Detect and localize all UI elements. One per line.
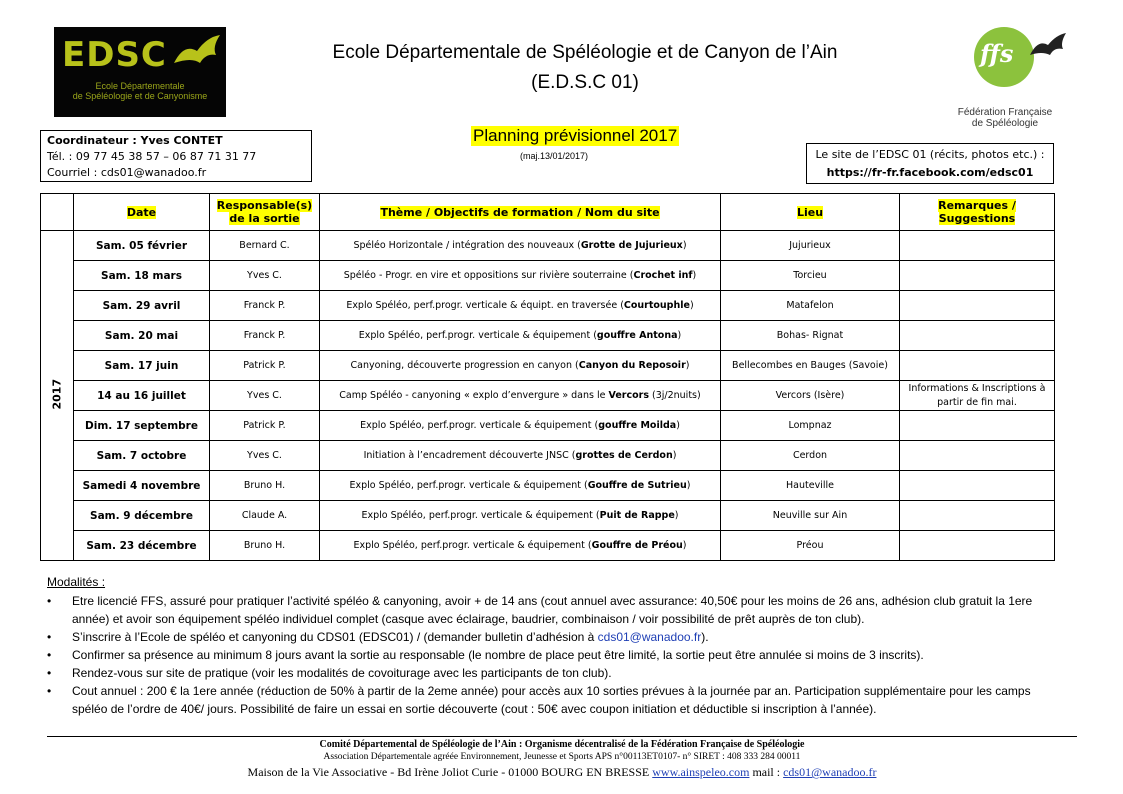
theme-cell: Spéléo - Progr. en vire et oppositions sur rivière souterraine (Crochet inf): [320, 261, 721, 291]
table-row: [41, 381, 1055, 411]
theme-cell: Camp Spéléo - canyoning « explo d’envergure » dans le Vercors (3j/2nuits): [320, 381, 721, 411]
site-name: Crochet inf: [633, 270, 693, 281]
header-date: Date: [74, 194, 210, 231]
list-item: • Rendez-vous sur site de pratique (voir les modalités de covoiturage avec les participants de ton club).: [47, 666, 612, 680]
theme-cell: Initiation à l’encadrement découverte JNSC (grottes de Cerdon): [320, 441, 721, 471]
theme-cell: Explo Spéléo, perf.progr. verticale & équipt. en traversée (Courtouphle): [320, 291, 721, 321]
list-item: • S’inscrire à l’Ecole de spéléo et canyoning du CDS01 (EDSC01) / (demander bulletin d’adhésion à cds01@wanadoo.fr).: [47, 630, 709, 644]
page-title: Ecole Départementale de Spéléologie et de Canyon de l’Ain: [332, 42, 838, 63]
table-row: [41, 471, 1055, 501]
lieu-cell: Préou: [721, 531, 900, 561]
header-responsable: Responsable(s) de la sortie: [210, 194, 320, 231]
lieu-cell: Neuville sur Ain: [721, 501, 900, 531]
table-row: [41, 261, 1055, 291]
update-date: (maj.13/01/2017): [520, 151, 589, 161]
date-cell: Sam. 05 février: [74, 231, 210, 261]
responsable-cell: Claude A.: [210, 501, 320, 531]
lieu-cell: Bohas- Rignat: [721, 321, 900, 351]
ffs-logo: [940, 27, 1070, 131]
edsc-logo-text: EDSC: [62, 35, 167, 75]
ffs-logo-mark: ffs: [980, 39, 1014, 68]
date-cell: Sam. 18 mars: [74, 261, 210, 291]
table-row: [41, 411, 1055, 441]
theme-cell: Explo Spéléo, perf.progr. verticale & équipement (Gouffre de Préou): [320, 531, 721, 561]
lieu-cell: Lompnaz: [721, 411, 900, 441]
date-cell: 14 au 16 juillet: [74, 381, 210, 411]
theme-cell: Spéléo Horizontale / intégration des nouveaux (Grotte de Jujurieux): [320, 231, 721, 261]
remarques-cell: [900, 441, 1055, 471]
remarques-cell: [900, 471, 1055, 501]
list-item: • Cout annuel : 200 € la 1ere année (réduction de 50% à partir de la 2eme année) pour accès aux 10 sorties prévues à la journée par an. Participation supplémentaire pour les camps spéléo de l’ordre de 40€/ jours. Possibilité de faire un essai en sortie découverte (cout : 50€ avec coupon initiation et déductible si inscription à l’année).: [47, 684, 1031, 716]
remarques-cell: [900, 261, 1055, 291]
remarques-cell: [900, 231, 1055, 261]
header-remarques: Remarques / Suggestions: [900, 194, 1055, 231]
lieu-cell: Matafelon: [721, 291, 900, 321]
email-link[interactable]: cds01@wanadoo.fr: [597, 630, 702, 644]
theme-cell: Explo Spéléo, perf.progr. verticale & équipement (gouffre Antona): [320, 321, 721, 351]
site-name: Puit de Rappe: [599, 510, 675, 521]
responsable-cell: Bruno H.: [210, 471, 320, 501]
lieu-cell: Bellecombes en Bauges (Savoie): [721, 351, 900, 381]
responsable-cell: Franck P.: [210, 321, 320, 351]
date-cell: Sam. 17 juin: [74, 351, 210, 381]
theme-cell: Explo Spéléo, perf.progr. verticale & équipement (gouffre Moilda): [320, 411, 721, 441]
site-name: Canyon du Reposoir: [578, 360, 686, 371]
date-cell: Dim. 17 septembre: [74, 411, 210, 441]
website-link[interactable]: www.ainspeleo.com: [652, 765, 750, 779]
site-name: Gouffre de Préou: [591, 540, 683, 551]
remarques-cell: [900, 291, 1055, 321]
remarques-cell: [900, 321, 1055, 351]
responsable-cell: Patrick P.: [210, 351, 320, 381]
responsable-cell: Yves C.: [210, 441, 320, 471]
email-link[interactable]: cds01@wanadoo.fr: [783, 765, 877, 779]
site-name: Courtouphle: [623, 300, 690, 311]
table-row: [41, 231, 1055, 261]
remarques-cell: [900, 531, 1055, 561]
theme-cell: Canyoning, découverte progression en canyon (Canyon du Reposoir): [320, 351, 721, 381]
website-label: Le site de l’EDSC 01 (récits, photos etc.) :: [815, 148, 1045, 161]
page-subtitle: (E.D.S.C 01): [531, 72, 639, 93]
table-row: [41, 531, 1055, 561]
table-row: [41, 501, 1055, 531]
site-name: gouffre Moilda: [598, 420, 677, 431]
list-item: • Confirmer sa présence au minimum 8 jours avant la sortie au responsable (le nombre de place peut être limité, la sortie peut être annulée si moins de 3 inscrits).: [47, 648, 924, 662]
responsable-cell: Patrick P.: [210, 411, 320, 441]
website-box: [806, 143, 1054, 184]
coordinator-box: [40, 130, 312, 182]
bat-icon: [172, 33, 222, 73]
header-lieu: Lieu: [721, 194, 900, 231]
site-name: grottes de Cerdon: [575, 450, 673, 461]
lieu-cell: Cerdon: [721, 441, 900, 471]
ffs-logo-line2: de Spéléologie: [971, 118, 1039, 129]
header-theme: Thème / Objectifs de formation / Nom du site: [320, 194, 721, 231]
planning-title: Planning prévisionnel 2017: [473, 126, 678, 145]
year-label: 2017: [50, 378, 64, 410]
lieu-cell: Hauteville: [721, 471, 900, 501]
footer-line2: Association Départementale agréée Environnement, Jeunesse et Sports APS n°00113ET0107- n° SIRET : 408 333 284 00011: [323, 752, 801, 762]
responsable-cell: Yves C.: [210, 381, 320, 411]
site-name: gouffre Antona: [596, 330, 678, 341]
site-name: Vercors: [608, 390, 649, 401]
footer-divider: [47, 736, 1077, 737]
edsc-logo-sub1: Ecole Départementale: [95, 81, 185, 91]
table-row: [41, 441, 1055, 471]
site-name: Gouffre de Sutrieu: [587, 480, 687, 491]
bat-icon: [1028, 33, 1068, 61]
date-cell: Sam. 23 décembre: [74, 531, 210, 561]
responsable-cell: Bernard C.: [210, 231, 320, 261]
theme-cell: Explo Spéléo, perf.progr. verticale & équipement (Puit de Rappe): [320, 501, 721, 531]
remarques-cell: [900, 411, 1055, 441]
remarques-cell: Informations & Inscriptions à partir de fin mai.: [900, 381, 1055, 411]
footer-line1: Comité Départemental de Spéléologie de l’Ain : Organisme décentralisé de la Fédération Française de Spéléologie: [319, 739, 805, 750]
responsable-cell: Yves C.: [210, 261, 320, 291]
table-row: [41, 291, 1055, 321]
site-name: Grotte de Jujurieux: [580, 240, 683, 251]
date-cell: Samedi 4 novembre: [74, 471, 210, 501]
theme-cell: Explo Spéléo, perf.progr. verticale & équipement (Gouffre de Sutrieu): [320, 471, 721, 501]
lieu-cell: Jujurieux: [721, 231, 900, 261]
ffs-logo-line1: Fédération Française: [957, 107, 1053, 118]
remarques-cell: [900, 501, 1055, 531]
responsable-cell: Bruno H.: [210, 531, 320, 561]
coordinator-email: Courriel : cds01@wanadoo.fr: [47, 166, 207, 179]
responsable-cell: Franck P.: [210, 291, 320, 321]
coordinator-phone: Tél. : 09 77 45 38 57 – 06 87 71 31 77: [47, 150, 257, 163]
website-url[interactable]: https://fr-fr.facebook.com/edsc01: [826, 166, 1034, 179]
date-cell: Sam. 9 décembre: [74, 501, 210, 531]
date-cell: Sam. 20 mai: [74, 321, 210, 351]
modalites-list: [47, 592, 1067, 718]
footer-line3: Maison de la Vie Associative - Bd Irène Joliot Curie - 01000 BOURG EN BRESSE www.ainspeleo.com mail : cds01@wanadoo.fr: [247, 765, 877, 779]
date-cell: Sam. 29 avril: [74, 291, 210, 321]
remarques-cell: [900, 351, 1055, 381]
edsc-logo-sub2: de Spéléologie et de Canyonisme: [72, 91, 208, 101]
edsc-logo: [54, 27, 226, 117]
lieu-cell: Vercors (Isère): [721, 381, 900, 411]
lieu-cell: Torcieu: [721, 261, 900, 291]
date-cell: Sam. 7 octobre: [74, 441, 210, 471]
planning-table: [40, 193, 1055, 561]
coordinator-name: Coordinateur : Yves CONTET: [47, 134, 223, 147]
modalites-title: Modalités :: [47, 575, 106, 589]
list-item: • Etre licencié FFS, assuré pour pratiquer l’activité spéléo & canyoning, avoir + de 14 ans (cout annuel avec assurance: 40,50€ pour les moins de 26 ans, adhésion club gratuit la 1ere année) et avoir son équipement spéléo individuel complet (casque avec éclairage, baudrier, combinaison / voir possibilité de prêt auprès de ton club).: [47, 594, 1033, 626]
table-row: [41, 321, 1055, 351]
table-row: [41, 351, 1055, 381]
